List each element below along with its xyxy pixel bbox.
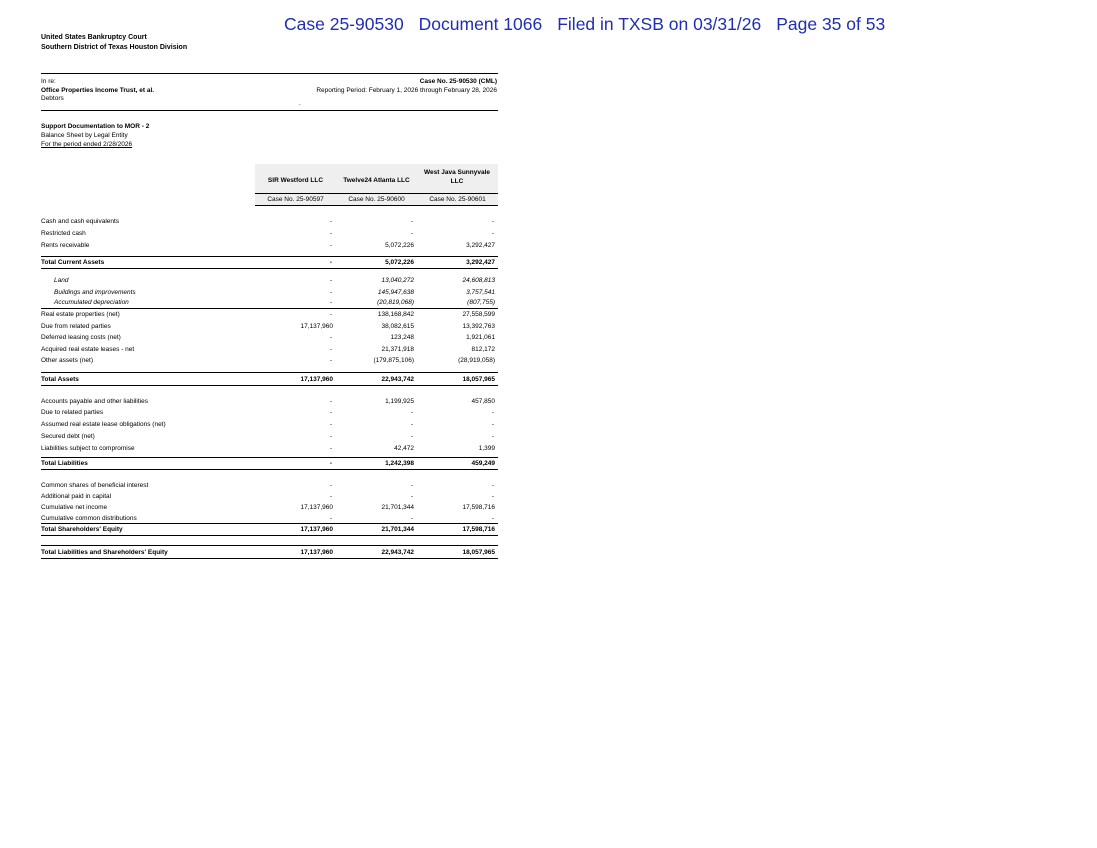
- stamp-filed: Filed in TXSB on 03/31/26: [557, 14, 762, 34]
- row-label: Total Current Assets: [41, 259, 105, 266]
- cell-value: -: [329, 289, 332, 296]
- row-accounts-payable: [41, 397, 498, 406]
- value-cell: [255, 258, 336, 267]
- value-cell: [336, 276, 417, 285]
- cell-value: -: [329, 493, 332, 500]
- value-cell: [255, 375, 336, 384]
- cell-value: -: [410, 433, 413, 440]
- value-cell: [255, 217, 336, 226]
- cell-value: 1,242,398: [385, 460, 414, 467]
- column-headers: [255, 164, 498, 206]
- cell-value: 21,701,344: [381, 504, 414, 511]
- cell-value: -: [329, 421, 332, 428]
- cell-value: 5,072,226: [385, 259, 414, 266]
- row-label: Additional paid in capital: [41, 493, 112, 500]
- value-cell: [336, 548, 417, 557]
- row-total-liabilities-and-equity: [41, 548, 498, 557]
- row-restricted-cash: [41, 229, 498, 238]
- value-cell: [255, 397, 336, 406]
- case-number: Case No. 25-90530 (CML): [419, 78, 497, 85]
- cell-value: 457,850: [471, 398, 495, 405]
- title-line-3: For the period ended 2/28/2026: [41, 141, 133, 148]
- cell-value: -: [491, 218, 494, 225]
- value-cell: [255, 408, 336, 417]
- cell-value: -: [329, 433, 332, 440]
- cell-value: 1,921,061: [466, 334, 495, 341]
- row-real-estate-net: [41, 310, 498, 319]
- cell-value: 18,057,965: [462, 376, 495, 383]
- cell-value: 21,701,344: [381, 526, 414, 533]
- column-case-2: Case No. 25-90600: [348, 196, 405, 203]
- value-cell: [255, 420, 336, 429]
- rule-total-current-assets-top: [41, 256, 498, 257]
- row-label: Assumed real estate lease obligations (net): [41, 421, 166, 428]
- cell-value: -: [491, 409, 494, 416]
- row-cumulative-distributions: [41, 514, 498, 523]
- cell-value: 17,598,716: [462, 526, 495, 533]
- value-cell: [336, 288, 417, 297]
- column-case-1: Case No. 25-90597: [267, 196, 324, 203]
- header-separator: [255, 193, 498, 194]
- title-line-2: Balance Sheet by Legal Entity: [41, 132, 128, 139]
- row-common-shares: [41, 481, 498, 490]
- value-cell: [336, 514, 417, 523]
- value-cell: [255, 322, 336, 331]
- value-cell: [417, 345, 498, 354]
- cell-value: 3,292,427: [466, 242, 495, 249]
- row-other-assets: [41, 356, 498, 365]
- in-re: In re:: [41, 78, 56, 85]
- row-total-liabilities: [41, 459, 498, 468]
- value-cell: [417, 432, 498, 441]
- cell-value: -: [329, 259, 332, 266]
- value-cell: [255, 525, 336, 534]
- value-cell: [336, 459, 417, 468]
- column-case-3: Case No. 25-90601: [429, 196, 486, 203]
- cell-value: 18,057,965: [462, 549, 495, 556]
- row-label: Land: [54, 277, 69, 284]
- row-accumulated-depreciation: [41, 298, 498, 307]
- case-header: [41, 73, 498, 111]
- value-cell: [336, 525, 417, 534]
- cell-value: 17,137,960: [300, 504, 333, 511]
- column-header-2: Twelve24 Atlanta LLC: [343, 177, 410, 184]
- row-label: Liabilities subject to compromise: [41, 445, 135, 452]
- stamp-page: Page 35 of 53: [776, 14, 886, 34]
- rule-total-equity-bottom: [41, 535, 498, 536]
- cell-value: 1,199,925: [385, 398, 414, 405]
- value-cell: [336, 492, 417, 501]
- cell-value: 17,137,960: [300, 526, 333, 533]
- value-cell: [417, 503, 498, 512]
- value-cell: [417, 397, 498, 406]
- value-cell: [255, 310, 336, 319]
- cell-value: 3,757,541: [466, 289, 495, 296]
- value-cell: [255, 548, 336, 557]
- cell-value: -: [410, 493, 413, 500]
- rule-grand-total-bottom: [41, 558, 498, 559]
- row-label: Cumulative net income: [41, 504, 108, 511]
- cell-value: -: [491, 421, 494, 428]
- cell-value: (28,919,058): [458, 357, 495, 364]
- value-cell: [417, 525, 498, 534]
- cell-value: -: [329, 398, 332, 405]
- rule-total-liabilities-top: [41, 457, 498, 458]
- value-cell: [255, 444, 336, 453]
- value-cell: [336, 356, 417, 365]
- value-cell: [255, 492, 336, 501]
- value-cell: [336, 397, 417, 406]
- row-assumed-lease-obligations: [41, 420, 498, 429]
- cell-value: 13,392,763: [462, 323, 495, 330]
- cell-value: (179,875,106): [373, 357, 414, 364]
- reporting-period: Reporting Period: February 1, 2026 through February 28, 2026: [316, 86, 497, 94]
- cell-value: -: [329, 482, 332, 489]
- column-header-3: West Java Sunnyvale LLC: [424, 169, 490, 185]
- row-label: Restricted cash: [41, 230, 86, 237]
- row-cumulative-net-income: [41, 503, 498, 512]
- column-header-1: SIR Westford LLC: [267, 177, 324, 184]
- cell-value: -: [329, 460, 332, 467]
- cell-value: -: [491, 515, 494, 522]
- header-dot: .: [299, 101, 301, 107]
- row-label: Cumulative common distributions: [41, 515, 137, 522]
- value-cell: [417, 258, 498, 267]
- row-total-current-assets: [41, 258, 498, 267]
- cell-value: 123,248: [390, 334, 414, 341]
- value-cell: [336, 444, 417, 453]
- value-cell: [417, 310, 498, 319]
- value-cell: [417, 217, 498, 226]
- value-cell: [417, 229, 498, 238]
- cell-value: 21,371,918: [381, 346, 414, 353]
- value-cell: [336, 217, 417, 226]
- cell-value: 138,168,842: [377, 311, 414, 318]
- cell-value: 17,137,960: [300, 549, 333, 556]
- rule-total-current-assets-bottom: [41, 268, 498, 269]
- row-label: Total Liabilities and Shareholders' Equity: [41, 549, 168, 556]
- cell-value: -: [410, 218, 413, 225]
- title-line-1: Support Documentation to MOR - 2: [41, 123, 150, 130]
- row-label: Accumulated depreciation: [54, 299, 129, 306]
- cell-value: (807,755): [467, 299, 495, 306]
- value-cell: [417, 241, 498, 250]
- value-cell: [336, 408, 417, 417]
- cell-value: -: [329, 445, 332, 452]
- value-cell: [255, 356, 336, 365]
- cell-value: -: [329, 515, 332, 522]
- value-cell: [417, 444, 498, 453]
- value-cell: [255, 514, 336, 523]
- value-cell: [417, 492, 498, 501]
- row-label: Real estate properties (net): [41, 311, 120, 318]
- cell-value: 459,249: [471, 460, 495, 467]
- cell-value: -: [410, 482, 413, 489]
- rule-real-estate: [41, 308, 498, 309]
- cell-value: -: [410, 515, 413, 522]
- row-acquired-leases: [41, 345, 498, 354]
- court-line-2: Southern District of Texas Houston Division: [41, 44, 188, 51]
- cell-value: -: [329, 334, 332, 341]
- value-cell: [417, 276, 498, 285]
- cell-value: -: [491, 493, 494, 500]
- row-cash: [41, 217, 498, 226]
- value-cell: [336, 503, 417, 512]
- cell-value: 17,137,960: [300, 323, 333, 330]
- value-cell: [336, 375, 417, 384]
- filing-stamp: [284, 14, 900, 35]
- value-cell: [255, 503, 336, 512]
- row-deferred-leasing: [41, 333, 498, 342]
- value-cell: [336, 258, 417, 267]
- value-cell: [417, 459, 498, 468]
- row-label: Total Assets: [41, 376, 79, 383]
- cell-value: -: [491, 482, 494, 489]
- rule-total-assets-top: [41, 372, 498, 373]
- value-cell: [255, 481, 336, 490]
- cell-value: 27,558,599: [462, 311, 495, 318]
- row-label: Deferred leasing costs (net): [41, 334, 121, 341]
- court-line-1: United States Bankruptcy Court: [41, 34, 147, 41]
- cell-value: -: [329, 346, 332, 353]
- value-cell: [417, 356, 498, 365]
- cell-value: 42,472: [394, 445, 414, 452]
- cell-value: 17,598,716: [462, 504, 495, 511]
- value-cell: [336, 241, 417, 250]
- rule-total-liabilities-bottom: [41, 469, 498, 470]
- cell-value: 22,943,742: [381, 376, 414, 383]
- value-cell: [417, 420, 498, 429]
- row-label: Buildings and improvements: [54, 289, 136, 296]
- cell-value: -: [410, 409, 413, 416]
- value-cell: [255, 229, 336, 238]
- value-cell: [255, 459, 336, 468]
- cell-value: 1,399: [478, 445, 495, 452]
- value-cell: [336, 432, 417, 441]
- value-cell: [255, 276, 336, 285]
- cell-value: -: [329, 218, 332, 225]
- value-cell: [255, 345, 336, 354]
- cell-value: -: [329, 357, 332, 364]
- row-label: Due to related parties: [41, 409, 104, 416]
- cell-value: 17,137,960: [300, 376, 333, 383]
- row-label: Secured debt (net): [41, 433, 95, 440]
- stamp-case: Case 25-90530: [284, 14, 404, 34]
- value-cell: [417, 408, 498, 417]
- value-cell: [417, 375, 498, 384]
- value-cell: [255, 288, 336, 297]
- cell-value: 22,943,742: [381, 549, 414, 556]
- row-label: Total Liabilities: [41, 460, 88, 467]
- value-cell: [255, 333, 336, 342]
- row-label: Due from related parties: [41, 323, 111, 330]
- cell-value: 38,082,615: [381, 323, 414, 330]
- cell-value: -: [329, 311, 332, 318]
- row-label: Other assets (net): [41, 357, 94, 364]
- value-cell: [336, 310, 417, 319]
- cell-value: -: [329, 277, 332, 284]
- value-cell: [336, 420, 417, 429]
- row-rents-receivable: [41, 241, 498, 250]
- cell-value: -: [329, 230, 332, 237]
- cell-value: 5,072,226: [385, 242, 414, 249]
- cell-value: -: [491, 433, 494, 440]
- debtors-label: Debtors: [41, 95, 64, 102]
- cell-value: 3,292,427: [466, 259, 495, 266]
- cell-value: -: [410, 230, 413, 237]
- value-cell: [336, 481, 417, 490]
- value-cell: [336, 229, 417, 238]
- value-cell: [336, 333, 417, 342]
- row-label: Cash and cash equivalents: [41, 218, 120, 225]
- cell-value: -: [491, 230, 494, 237]
- stamp-document: Document 1066: [418, 14, 543, 34]
- value-cell: [336, 345, 417, 354]
- row-land: [41, 276, 498, 285]
- value-cell: [336, 322, 417, 331]
- row-label: Rents receivable: [41, 242, 90, 249]
- value-cell: [417, 298, 498, 307]
- value-cell: [417, 481, 498, 490]
- value-cell: [417, 548, 498, 557]
- cell-value: -: [329, 409, 332, 416]
- cell-value: -: [329, 242, 332, 249]
- row-label: Accounts payable and other liabilities: [41, 398, 148, 405]
- rule-grand-total-top: [41, 545, 498, 546]
- row-due-to-related: [41, 408, 498, 417]
- value-cell: [417, 288, 498, 297]
- row-due-from-related: [41, 322, 498, 331]
- court-name: [41, 33, 187, 53]
- rule-total-assets-bottom: [41, 385, 498, 386]
- row-total-assets: [41, 375, 498, 384]
- row-label: Common shares of beneficial interest: [41, 482, 149, 489]
- header-bottom-rule: [255, 205, 498, 206]
- cell-value: (20,819,068): [377, 299, 414, 306]
- cell-value: 145,947,638: [377, 289, 414, 296]
- row-buildings: [41, 288, 498, 297]
- row-apic: [41, 492, 498, 501]
- debtor-name: Office Properties Income Trust, et al.: [41, 86, 155, 94]
- rule-total-equity-top: [41, 523, 498, 524]
- cell-value: 13,040,272: [381, 277, 414, 284]
- value-cell: [255, 432, 336, 441]
- value-cell: [255, 241, 336, 250]
- report-title: [41, 122, 149, 149]
- row-secured-debt: [41, 432, 498, 441]
- value-cell: [417, 514, 498, 523]
- cell-value: -: [410, 421, 413, 428]
- cell-value: 812,172: [471, 346, 495, 353]
- value-cell: [336, 298, 417, 307]
- cell-value: 24,608,813: [462, 277, 495, 284]
- value-cell: [255, 298, 336, 307]
- value-cell: [417, 333, 498, 342]
- row-label: Acquired real estate leases - net: [41, 346, 135, 353]
- row-total-equity: [41, 525, 498, 534]
- row-lstc: [41, 444, 498, 453]
- value-cell: [417, 322, 498, 331]
- cell-value: -: [329, 299, 332, 306]
- row-label: Total Shareholders' Equity: [41, 526, 123, 533]
